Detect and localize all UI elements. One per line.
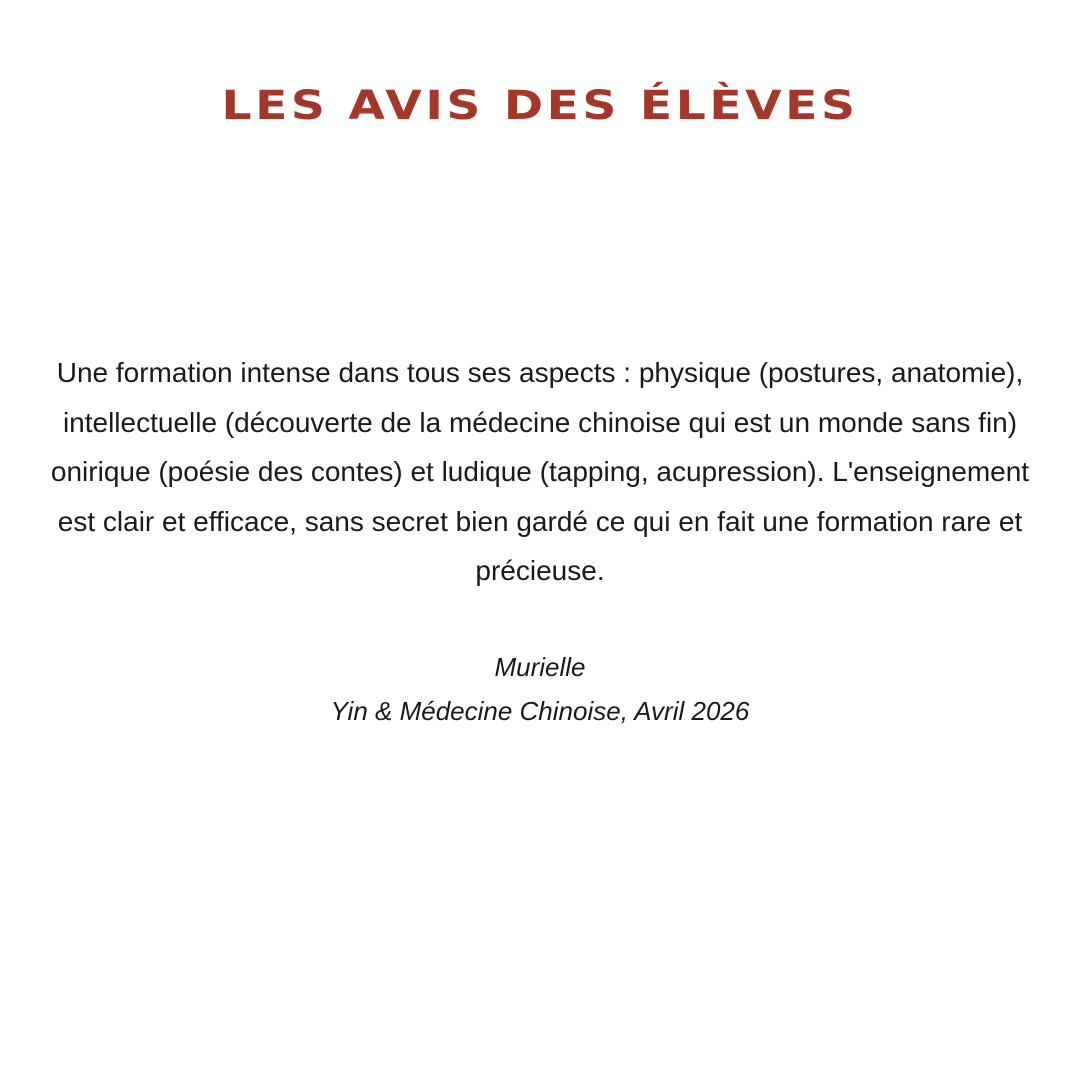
testimonial-attribution bbox=[0, 645, 1080, 733]
testimonial-text: Une formation intense dans tous ses aspects : physique (postures, anatomie), intellectuelle (découverte de la médecine chinoise qui est un monde sans fin) onirique (poésie des contes) et ludique (tapping, acupression). L'enseignement est clair et efficace, sans secret bien gardé ce qui en fait une formation rare et précieuse. bbox=[50, 357, 1030, 586]
course-name: Yin & Médecine Chinoise, Avril 2026 bbox=[330, 696, 750, 726]
page-title: LES AVIS DES ÉLÈVES bbox=[221, 83, 859, 129]
author-name: Murielle bbox=[494, 652, 586, 682]
